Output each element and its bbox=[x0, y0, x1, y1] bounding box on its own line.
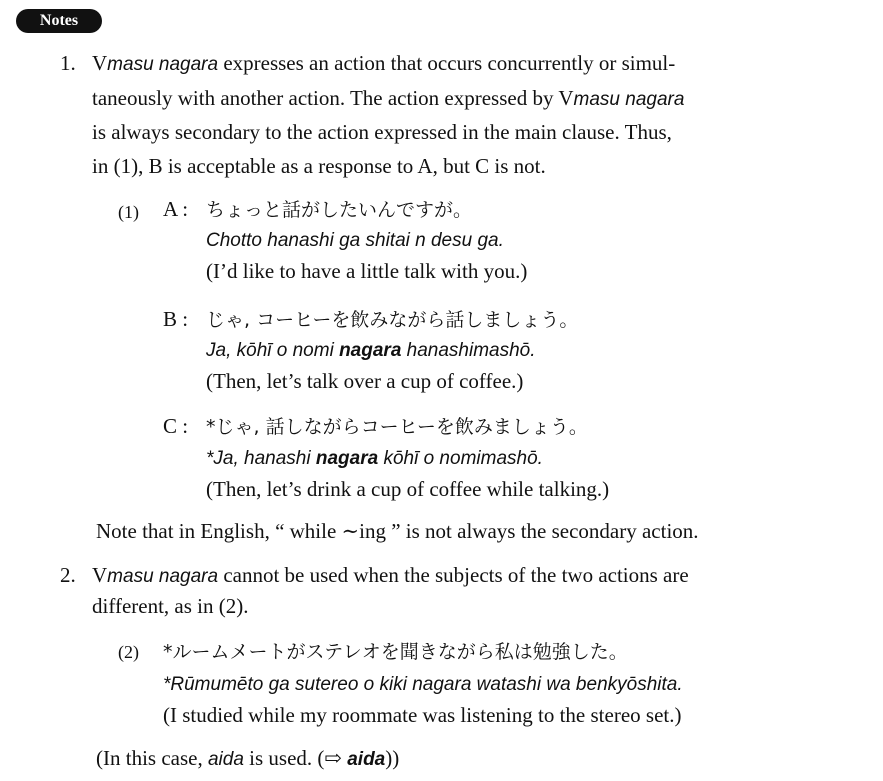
v-prefix: V bbox=[92, 563, 108, 587]
cross-reference-line bbox=[96, 745, 399, 773]
note-2-number: 2. bbox=[60, 563, 76, 587]
notes-badge: Notes bbox=[16, 9, 102, 33]
cross-ref-mid: is used. (⇨ bbox=[243, 746, 348, 770]
note-2-line-2: different, as in (2). bbox=[92, 594, 249, 618]
speaker-a-english: (I’d like to have a little talk with you.) bbox=[206, 259, 528, 283]
speaker-c-romaji-nagara: nagara bbox=[315, 448, 379, 469]
note-1-line-1-rest: expresses an action that occurs concurrently or simul- bbox=[218, 51, 676, 75]
example-2-label: (2) bbox=[118, 642, 139, 662]
speaker-c-romaji-pre: *Ja, hanashi bbox=[206, 448, 316, 469]
form-masu-nagara: masu nagara bbox=[573, 89, 685, 110]
speaker-b-romaji-pre: Ja, kōhī o nomi bbox=[206, 340, 340, 361]
note-1-line-2-text: taneously with another action. The action expressed by V bbox=[92, 86, 574, 110]
cross-ref-aida: aida bbox=[207, 749, 244, 770]
example-2-romaji: *Rūmumēto ga sutereo o kiki nagara watashi wa benkyōshita. bbox=[163, 674, 683, 695]
speaker-a-romaji: Chotto hanashi ga shitai n desu ga. bbox=[206, 230, 504, 251]
speaker-b-japanese: じゃ, コーヒーを飲みながら話しましょう。 bbox=[206, 309, 579, 331]
speaker-b-english: (Then, let’s talk over a cup of coffee.) bbox=[206, 369, 524, 393]
speaker-c-english: (Then, let’s drink a cup of coffee while talking.) bbox=[206, 477, 610, 501]
cross-ref-post: )) bbox=[385, 746, 400, 770]
note-1-line-1 bbox=[92, 50, 675, 78]
note-1-closing: Note that in English, “ while ∼ing ” is not always the secondary action. bbox=[96, 519, 699, 543]
note-2-line-1 bbox=[92, 562, 689, 590]
form-masu-nagara: masu nagara bbox=[107, 54, 219, 75]
example-2-english: (I studied while my roommate was listening to the stereo set.) bbox=[163, 703, 682, 727]
v-prefix: V bbox=[92, 51, 108, 75]
speaker-a-label: A : bbox=[163, 197, 189, 221]
note-1-line-3: is always secondary to the action expressed in the main clause. Thus, bbox=[92, 120, 672, 144]
speaker-c-japanese: *じゃ, 話しながらコーヒーを飲みましょう。 bbox=[206, 416, 588, 438]
note-2-line-1-rest: cannot be used when the subjects of the two actions are bbox=[218, 563, 689, 587]
form-masu-nagara: masu nagara bbox=[107, 566, 219, 587]
speaker-b-romaji-nagara: nagara bbox=[339, 340, 402, 361]
speaker-c-label: C : bbox=[163, 414, 189, 438]
speaker-c-romaji bbox=[206, 446, 543, 472]
cross-ref-aida-link[interactable]: aida bbox=[347, 749, 386, 770]
example-2-japanese: *ルームメートがステレオを聞きながら私は勉強した。 bbox=[163, 641, 628, 663]
speaker-b-romaji bbox=[206, 338, 536, 364]
cross-ref-pre: (In this case, bbox=[96, 746, 208, 770]
example-1-label: (1) bbox=[118, 202, 139, 222]
speaker-a-japanese: ちょっと話がしたいんですが。 bbox=[206, 199, 473, 221]
note-1-number: 1. bbox=[60, 51, 76, 75]
note-1-line-2 bbox=[92, 85, 684, 113]
speaker-c-romaji-post: kōhī o nomimashō. bbox=[378, 448, 543, 469]
speaker-b-label: B : bbox=[163, 307, 189, 331]
note-1-line-4: in (1), B is acceptable as a response to A, but C is not. bbox=[92, 154, 546, 178]
speaker-b-romaji-post: hanashimashō. bbox=[401, 340, 536, 361]
